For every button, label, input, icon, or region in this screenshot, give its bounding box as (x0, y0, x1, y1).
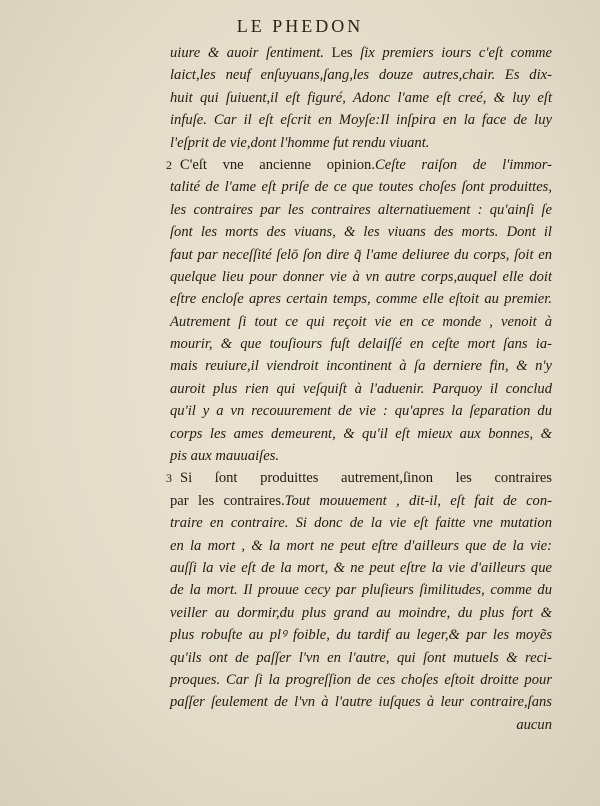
text-line (170, 266, 552, 288)
italic-text: qu'ils ont de paſſer l'vn en l'autre, qui ſont mutuels & reci- (170, 649, 552, 666)
italic-text: Autrement ſi tout ce qui reçoit vie en ce monde , venoit à (170, 313, 552, 330)
italic-text: pis aux mauuaiſes. (170, 448, 280, 465)
text-line (170, 333, 552, 355)
italic-text: quelque lieu pour donner vie à vn autre corps,auquel elle doit (170, 268, 552, 285)
italic-text: de la mort. Il prouue cecy par pluſieurs ſimilitudes, comme du (170, 582, 552, 599)
text-line (170, 423, 552, 445)
italic-text: l'eſprit de vie,dont l'homme fut rendu viuant. (170, 134, 430, 151)
text-line (170, 199, 552, 221)
text-line (170, 579, 552, 601)
text-line (170, 535, 552, 557)
section-number: 2 (166, 157, 172, 172)
text-line (170, 490, 552, 512)
italic-text: corps les ames demeurent, & qu'il eſt mieux aux bonnes, & (170, 425, 552, 442)
italic-text: traire en contraire. Si donc de la vie eſt faitte vne mutation (170, 515, 552, 532)
text-line (170, 132, 552, 154)
italic-text: Tout mouuement , dit-il, eſt fait de con- (284, 492, 553, 509)
text-line (170, 64, 552, 86)
text-line (170, 42, 552, 64)
text-line (170, 512, 552, 534)
roman-text: par les contraires. (170, 492, 285, 509)
italic-text: uiure & auoir ſentiment. (170, 45, 324, 61)
text-line (170, 445, 552, 467)
italic-text: qu'il y a vn recouurement de vie : qu'apres la ſeparation du (170, 403, 552, 420)
section-number: 3 (166, 471, 172, 486)
text-line (170, 714, 552, 736)
italic-text: plus robuſte au plꝰ foible, du tardif au leger,& par les moyẽs (170, 627, 552, 644)
text-line (170, 378, 552, 400)
text-line (170, 400, 552, 422)
italic-text: veiller au dormir,du plus grand au moindre, du plus fort & (170, 604, 552, 621)
text-line (170, 669, 552, 691)
text-line (170, 288, 552, 310)
running-header: LE PHEDON (236, 16, 364, 36)
text-line (170, 311, 552, 333)
italic-text: aucun (516, 716, 552, 733)
italic-text: mais reuiure,il viendroit incontinent à ſa derniere fin, & n'y (170, 358, 552, 375)
italic-text: infuſe. Car il eſt eſcrit en Moyſe:Il inſpira en la face de luy (170, 112, 552, 129)
text-line (170, 87, 552, 109)
text-line (170, 244, 552, 266)
roman-text: C'eſt vne ancienne opinion. (180, 156, 375, 173)
italic-text: Ceſte raiſon de l'immor- (375, 156, 552, 173)
italic-text: talité de l'ame eſt priſe de ce que toutes choſes ſont produittes, (170, 179, 552, 196)
roman-text: Les (323, 45, 361, 61)
roman-text: Si ſont produittes autrement,ſinon les contraires (180, 470, 552, 487)
text-line (170, 109, 552, 131)
italic-text: mourir, & que touſiours fuſt delaiſſé en ceſte mort ſans ia- (170, 336, 552, 353)
italic-text: auroit plus rien qui veſquiſt à l'aduenir. Parquoy il conclud (170, 380, 552, 397)
text-line (170, 647, 552, 669)
italic-text: eſtre encloſe apres certain temps, comme elle eſtoit au premier. (170, 291, 552, 308)
italic-text: paſſer ſeulement de l'vn à l'autre iuſques à leur contraire,ſans (170, 694, 552, 711)
text-line (170, 221, 552, 243)
italic-text: proques. Car ſi la progreſſion de ces choſes eſtoit droitte pour (170, 671, 552, 688)
italic-text: faut par neceſſité ſelō ſon dire q̃ l'ame deliuree du corps, ſoit en (170, 246, 552, 263)
text-line (170, 624, 552, 646)
body-text (166, 42, 553, 736)
italic-text: auſſi la vie eſt de la mort, & ne peut eſtre la vie d'ailleurs que (170, 559, 552, 576)
italic-text: huit qui ſuiuent,il eſt figuré, Adonc l'ame eſt creé, & luy eſt (170, 89, 552, 106)
text-line (170, 691, 552, 713)
text-line (166, 467, 552, 489)
text-line (170, 176, 552, 198)
italic-text: les contraires par les contraires alternatiuement : qu'ainſi ſe (170, 201, 552, 218)
italic-text: ſix premiers iours c'eſt comme (360, 45, 552, 61)
text-line (166, 154, 552, 176)
italic-text: ſont les morts des viuans, & les viuans des morts. Dont il (170, 224, 552, 241)
italic-text: en la mort , & la mort ne peut eſtre d'ailleurs que de la vie: (170, 537, 552, 554)
italic-text: laict,les neuf enſuyuans,ſang,les douze autres,chair. Es dix- (170, 67, 552, 84)
text-line (170, 355, 552, 377)
text-line (170, 557, 552, 579)
text-line (170, 602, 552, 624)
